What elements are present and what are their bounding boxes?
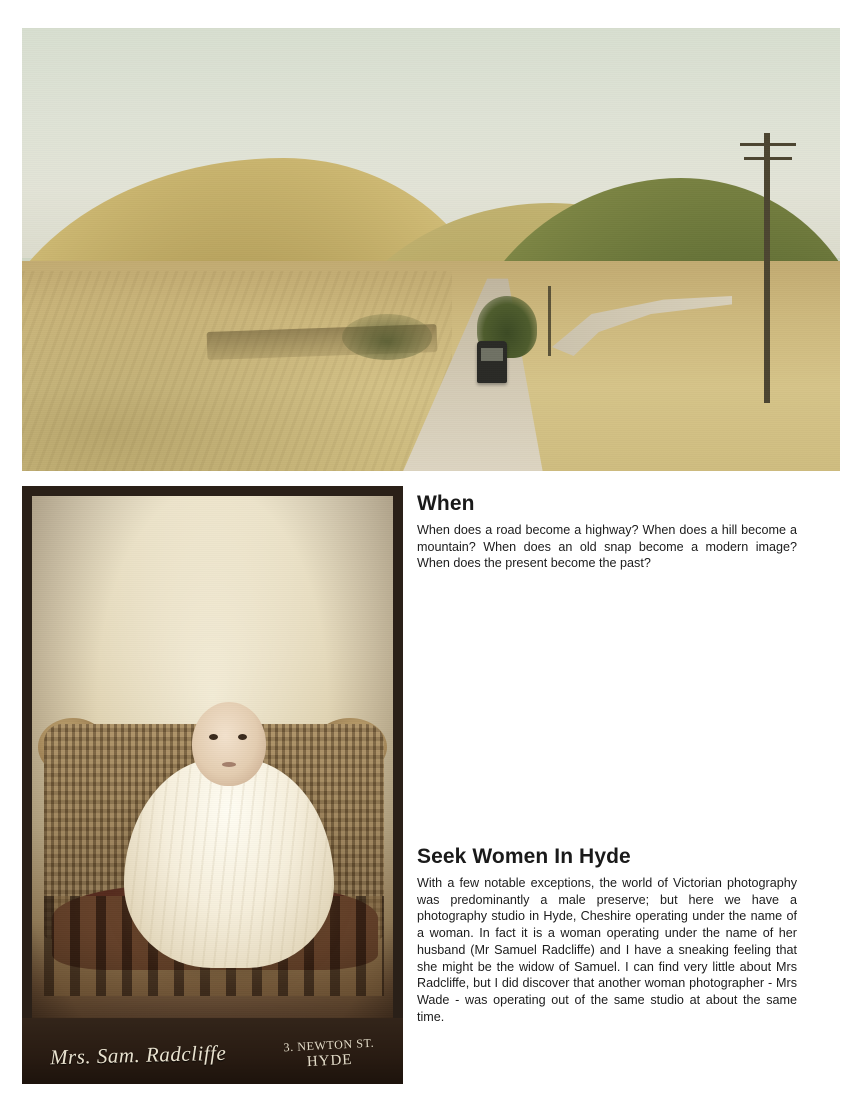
article-seek-body: With a few notable exceptions, the world of Victorian photography was predominantly a male preserve; but here we have a photography studio in Hyde, Cheshire operating under the name of a woman. In fact it is a woman operating under the name of her husband (Mr Samuel Radcliffe) and I have a sneaking feeling that she might be the widow of Samuel. I can find very little about Mrs Radcliffe, but I did discover that another woman photographer - Mrs Wade - was operating out of the same studio at about the same time. xyxy=(417,876,797,1024)
telegraph-pole-large xyxy=(764,133,770,403)
trees-far xyxy=(342,314,432,360)
studio-address-street: 3. NEWTON ST. xyxy=(283,1035,375,1055)
article-when-title: When xyxy=(417,492,475,515)
landscape-photograph xyxy=(22,28,840,471)
baby-eye-right xyxy=(238,734,247,740)
studio-address-city: HYDE xyxy=(306,1051,354,1070)
studio-address xyxy=(284,1037,376,1073)
vintage-bus xyxy=(477,341,507,383)
article-seek-title: Seek Women In Hyde xyxy=(417,845,631,868)
article-seek-women-in-hyde xyxy=(417,845,797,1026)
baby-head xyxy=(192,702,266,786)
cabinet-card-photograph xyxy=(22,486,403,1084)
baby-eye-left xyxy=(209,734,218,740)
cabinet-card-caption-bar xyxy=(22,1018,403,1084)
telegraph-pole-small xyxy=(548,286,551,356)
article-when-body: When does a road become a highway? When does a hill become a mountain? When does an old snap become a modern image? When does the present become the past? xyxy=(417,523,797,571)
baby-mouth xyxy=(222,762,236,767)
field-texture xyxy=(22,271,452,471)
cabinet-card-image-area xyxy=(32,496,393,1028)
studio-signature: Mrs. Sam. Radcliffe xyxy=(49,1040,227,1070)
article-when xyxy=(417,492,797,572)
